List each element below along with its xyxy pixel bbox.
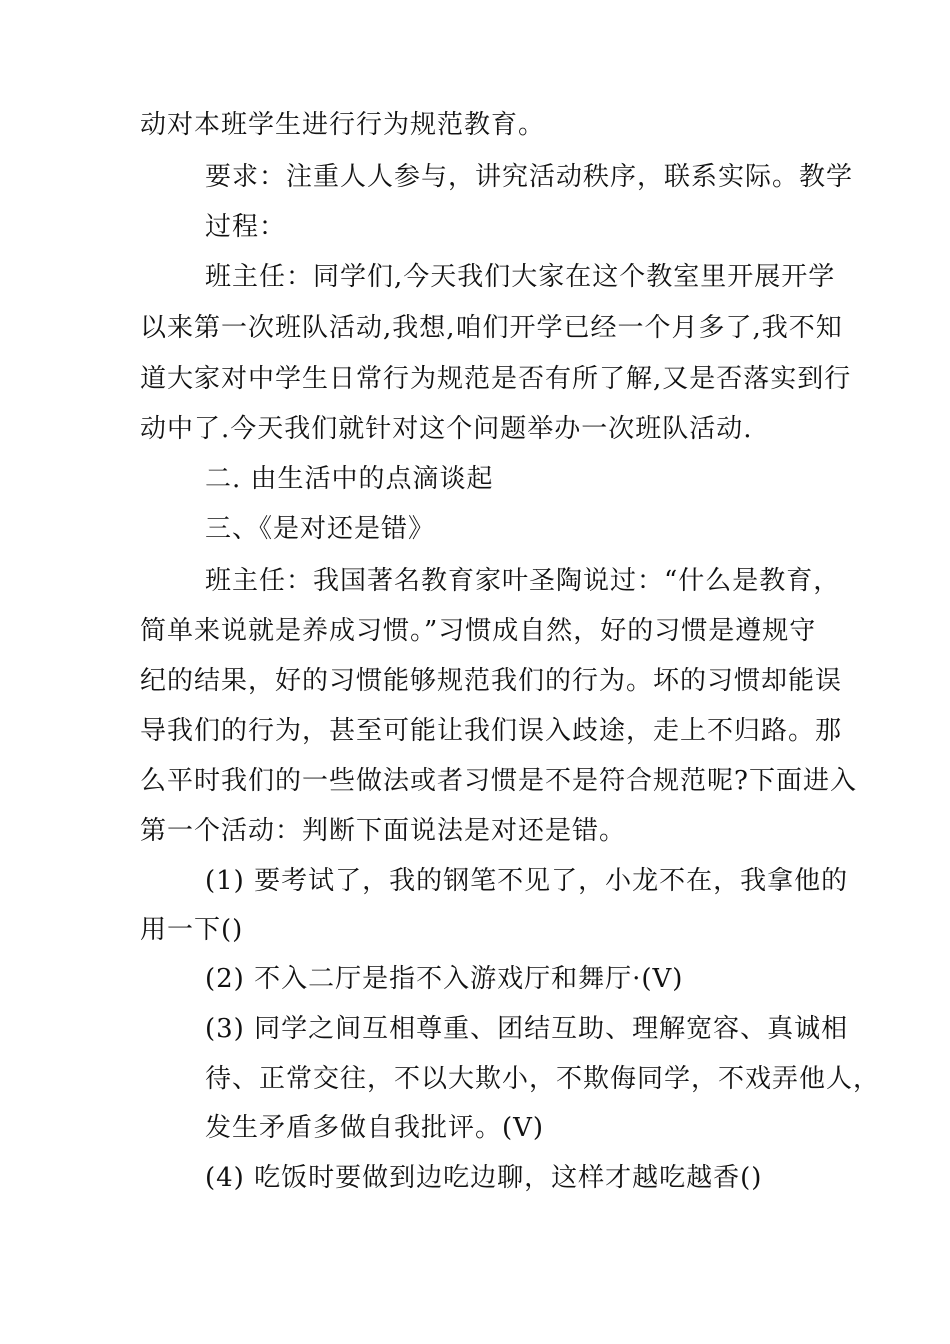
text-line-14: 么平时我们的一些做法或者习惯是不是符合规范呢?下面进入 (140, 766, 857, 796)
text-line-2: 要求：注重人人参与，讲究活动秩序，联系实际。教学 (205, 162, 854, 192)
section-heading-3: 三、《是对还是错》 (205, 514, 436, 544)
text-line-11: 简单来说就是养成习惯。”习惯成自然，好的习惯是遵规守 (140, 616, 817, 646)
text-line-6: 道大家对中学生日常行为规范是否有所了解,又是否落实到行 (140, 364, 852, 394)
text-line-15: 第一个活动：判断下面说法是对还是错。 (140, 816, 627, 846)
text-line-1: 动对本班学生进行行为规范教育。 (140, 110, 546, 140)
question-3-continued: 待、正常交往，不以大欺小，不欺侮同学，不戏弄他人， (205, 1064, 881, 1094)
text-line-7: 动中了.今天我们就针对这个问题举办一次班队活动. (140, 414, 753, 444)
text-line-12: 纪的结果，好的习惯能够规范我们的行为。坏的习惯却能误 (140, 666, 843, 696)
question-1-continued: 用一下() (140, 915, 244, 945)
question-3: (3) 同学之间互相尊重、团结互助、理解宽容、真诚相 (205, 1014, 849, 1044)
question-4: (4) 吃饭时要做到边吃边聊，这样才越吃越香() (205, 1163, 763, 1193)
text-line-3: 过程： (205, 212, 287, 242)
question-3-end: 发生矛盾多做自我批评。(V) (205, 1113, 545, 1143)
text-line-5: 以来第一次班队活动,我想,咱们开学已经一个月多了,我不知 (140, 313, 843, 343)
text-line-4: 班主任：同学们,今天我们大家在这个教室里开展开学 (205, 262, 836, 292)
text-line-10: 班主任：我国著名教育家叶圣陶说过：“什么是教育， (205, 566, 841, 596)
question-2: (2) 不入二厅是指不入游戏厅和舞厅·(V) (205, 964, 684, 994)
text-line-13: 导我们的行为，甚至可能让我们误入歧途，走上不归路。那 (140, 716, 843, 746)
question-1: (1) 要考试了，我的钢笔不见了，小龙不在，我拿他的 (205, 866, 849, 896)
section-heading-2: 二. 由生活中的点滴谈起 (205, 464, 494, 494)
